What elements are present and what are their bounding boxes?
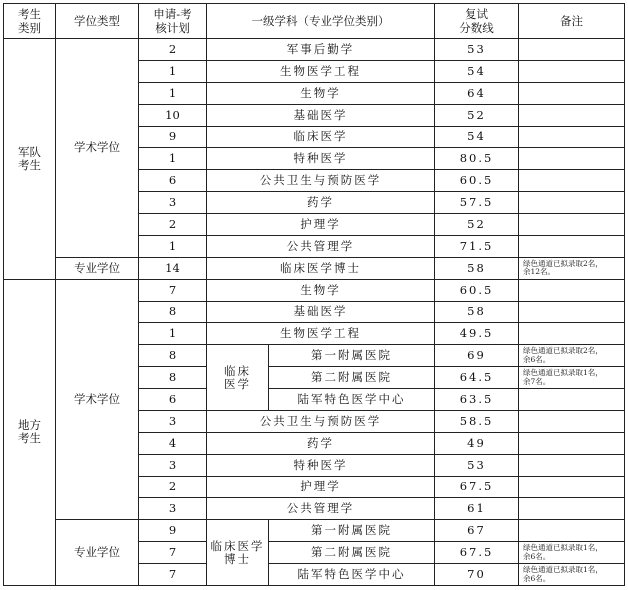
score-cell: 58 [435, 301, 519, 323]
discipline-cell: 基础医学 [207, 301, 435, 323]
plan-cell: 6 [139, 389, 207, 411]
remark-cell [519, 214, 625, 236]
plan-cell: 9 [139, 126, 207, 148]
plan-cell: 2 [139, 39, 207, 61]
header-category: 考生 类别 [4, 4, 56, 39]
plan-cell: 1 [139, 82, 207, 104]
score-cell: 67.5 [435, 476, 519, 498]
plan-cell: 7 [139, 542, 207, 564]
remark-cell [519, 148, 625, 170]
remark-cell [519, 454, 625, 476]
remark-cell [519, 476, 625, 498]
admission-score-table [3, 3, 625, 586]
plan-cell: 3 [139, 192, 207, 214]
category-local: 地方 考生 [4, 279, 56, 585]
plan-cell: 7 [139, 564, 207, 586]
score-cell: 61 [435, 498, 519, 520]
discipline-cell: 公共管理学 [207, 235, 435, 257]
score-cell: 53 [435, 39, 519, 61]
plan-cell: 10 [139, 104, 207, 126]
discipline-cell: 药学 [207, 432, 435, 454]
discipline-cell: 护理学 [207, 476, 435, 498]
score-cell: 80.5 [435, 148, 519, 170]
discipline-cell: 药学 [207, 192, 435, 214]
score-cell: 58.5 [435, 410, 519, 432]
table-row [4, 257, 625, 279]
plan-cell: 3 [139, 454, 207, 476]
remark-cell [519, 410, 625, 432]
remark-cell [519, 170, 625, 192]
remark-cell [519, 82, 625, 104]
discipline-cell: 特种医学 [207, 148, 435, 170]
plan-cell: 9 [139, 520, 207, 542]
discipline-cell: 特种医学 [207, 454, 435, 476]
header-discipline: 一级学科（专业学位类别） [207, 4, 435, 39]
remark-cell [519, 498, 625, 520]
remark-cell: 绿色通道已拟录取1名， 余6名。 [519, 564, 625, 586]
sub-discipline-clinical: 临床 医学 [207, 345, 269, 411]
sub-discipline-clinical-doctor: 临床医学 博士 [207, 520, 269, 586]
degree-type-professional: 专业学位 [56, 257, 139, 279]
score-cell: 58 [435, 257, 519, 279]
degree-type-academic: 学术学位 [56, 279, 139, 520]
plan-cell: 6 [139, 170, 207, 192]
plan-cell: 1 [139, 148, 207, 170]
score-cell: 53 [435, 454, 519, 476]
plan-cell: 1 [139, 235, 207, 257]
plan-cell: 1 [139, 60, 207, 82]
discipline-cell: 第二附属医院 [269, 542, 435, 564]
remark-cell [519, 126, 625, 148]
remark-cell: 绿色通道已拟录取1名， 余7名。 [519, 367, 625, 389]
score-cell: 52 [435, 104, 519, 126]
discipline-cell: 陆军特色医学中心 [269, 564, 435, 586]
header-score: 复试 分数线 [435, 4, 519, 39]
discipline-cell: 临床医学 [207, 126, 435, 148]
remark-cell [519, 279, 625, 301]
score-cell: 63.5 [435, 389, 519, 411]
remark-cell [519, 235, 625, 257]
discipline-cell: 公共管理学 [207, 498, 435, 520]
discipline-cell: 生物学 [207, 279, 435, 301]
plan-cell: 8 [139, 301, 207, 323]
degree-type-academic: 学术学位 [56, 39, 139, 258]
score-cell: 67.5 [435, 542, 519, 564]
discipline-cell: 军事后勤学 [207, 39, 435, 61]
plan-cell: 2 [139, 476, 207, 498]
remark-cell: 绿色通道已拟录取1名， 余6名。 [519, 542, 625, 564]
header-remark: 备注 [519, 4, 625, 39]
table-row [4, 39, 625, 61]
discipline-cell: 生物学 [207, 82, 435, 104]
score-cell: 71.5 [435, 235, 519, 257]
header-degree-type: 学位类型 [56, 4, 139, 39]
plan-cell: 1 [139, 323, 207, 345]
discipline-cell: 第一附属医院 [269, 345, 435, 367]
plan-cell: 8 [139, 367, 207, 389]
table-row [4, 279, 625, 301]
table-row [4, 520, 625, 542]
score-cell: 64.5 [435, 367, 519, 389]
score-cell: 67 [435, 520, 519, 542]
remark-cell [519, 323, 625, 345]
score-cell: 52 [435, 214, 519, 236]
discipline-cell: 第一附属医院 [269, 520, 435, 542]
plan-cell: 2 [139, 214, 207, 236]
degree-type-professional: 专业学位 [56, 520, 139, 586]
score-cell: 49.5 [435, 323, 519, 345]
remark-cell [519, 389, 625, 411]
discipline-cell: 第二附属医院 [269, 367, 435, 389]
category-military: 军队 考生 [4, 39, 56, 280]
remark-cell: 绿色通道已拟录取2名， 余6名。 [519, 345, 625, 367]
remark-cell [519, 520, 625, 542]
remark-cell [519, 104, 625, 126]
discipline-cell: 生物医学工程 [207, 323, 435, 345]
remark-cell: 绿色通道已拟录取2名， 余12名。 [519, 257, 625, 279]
plan-cell: 7 [139, 279, 207, 301]
score-cell: 69 [435, 345, 519, 367]
discipline-cell: 护理学 [207, 214, 435, 236]
remark-cell [519, 192, 625, 214]
score-cell: 60.5 [435, 279, 519, 301]
header-plan: 申请-考 核计划 [139, 4, 207, 39]
remark-cell [519, 60, 625, 82]
discipline-cell: 临床医学博士 [207, 257, 435, 279]
score-cell: 70 [435, 564, 519, 586]
score-cell: 60.5 [435, 170, 519, 192]
remark-cell [519, 39, 625, 61]
header-row [4, 4, 625, 39]
discipline-cell: 基础医学 [207, 104, 435, 126]
plan-cell: 14 [139, 257, 207, 279]
discipline-cell: 陆军特色医学中心 [269, 389, 435, 411]
plan-cell: 8 [139, 345, 207, 367]
discipline-cell: 公共卫生与预防医学 [207, 170, 435, 192]
score-cell: 64 [435, 82, 519, 104]
score-cell: 54 [435, 60, 519, 82]
score-cell: 54 [435, 126, 519, 148]
remark-cell [519, 432, 625, 454]
score-cell: 57.5 [435, 192, 519, 214]
plan-cell: 3 [139, 410, 207, 432]
plan-cell: 4 [139, 432, 207, 454]
discipline-cell: 生物医学工程 [207, 60, 435, 82]
remark-cell [519, 301, 625, 323]
discipline-cell: 公共卫生与预防医学 [207, 410, 435, 432]
plan-cell: 3 [139, 498, 207, 520]
score-cell: 49 [435, 432, 519, 454]
